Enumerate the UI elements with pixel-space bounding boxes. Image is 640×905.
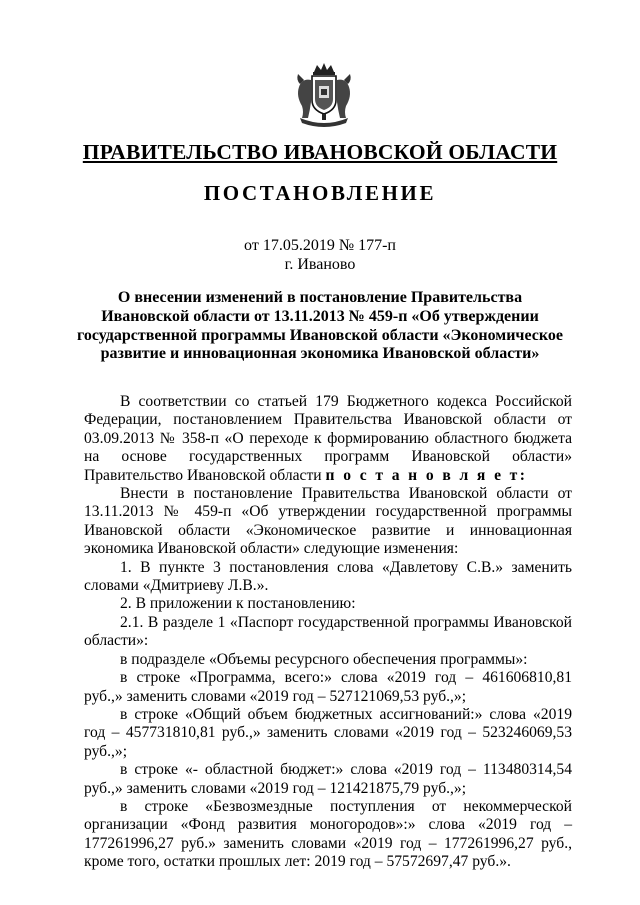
body-paragraph: в строке «Программа, всего:» слова «2019 год – 461606810,81 руб.,» заменить словами «2019 год – 527121069,53 руб.,»; (84, 669, 572, 705)
body-paragraph: в строке «- областной бюджет:» слова «2019 год – 113480314,54 руб.,» заменить словами «2019 год – 121421875,79 руб.,»; (84, 761, 572, 797)
document-subject (60, 289, 580, 364)
subject-line: О внесении изменений в постановление Правительства (117, 289, 523, 306)
body-paragraph: в строке «Общий объем бюджетных ассигнований:» слова «2019 год – 457731810,81 руб.,» заменить словами «2019 год – 523246069,53 руб.,»; (84, 705, 572, 760)
document-date-number: от 17.05.2019 № 177-п (244, 237, 396, 254)
preamble-text: В соответствии со статьей 179 Бюджетного кодекса Российской Федерации, постановлением Правительства Ивановской области от 03.09.2013 № 358-п «О переходе к формированию областного бюджета на основе государственных программ Ивановской области» Правительство Ивановской области (84, 393, 572, 484)
government-title: ПРАВИТЕЛЬСТВО ИВАНОВСКОЙ ОБЛАСТИ (82, 140, 558, 164)
resolves-keyword: п о с т а н о в л я е т: (325, 466, 528, 484)
body-paragraph: в подразделе «Объемы ресурсного обеспечения программы»: (120, 650, 528, 668)
body-paragraph: 1. В пункте 3 постановления слова «Давлетову С.В.» заменить словами «Дмитриеву Л.В.». (84, 558, 572, 595)
document-type-heading: ПОСТАНОВЛЕНИЕ (203, 181, 437, 205)
body-paragraph-preamble (84, 393, 572, 485)
body-paragraph: 2. В приложении к постановлению: (120, 595, 356, 613)
subject-line: развитие и инновационная экономика Ивановской области» (100, 345, 540, 363)
document-city: г. Иваново (284, 256, 356, 273)
coat-of-arms-emblem (292, 62, 356, 128)
subject-line: Ивановской области от 13.11.2013 № 459-п «Об утверждении (101, 307, 539, 325)
body-paragraph: Внести в постановление Правительства Ивановской области от 13.11.2013 № 459-п «Об утверждении государственной программы Ивановской области «Экономическое развитие и инновационная экономика Ивановской области» следующие изменения: (84, 485, 572, 558)
document-body (84, 393, 572, 872)
body-paragraph: 2.1. В разделе 1 «Паспорт государственной программы Ивановской области»: (84, 613, 572, 650)
subject-line: государственной программы Ивановской области «Экономическое (77, 326, 563, 344)
body-paragraph: в строке «Безвозмездные поступления от некоммерческой организации «Фонд развития моногородов»:» слова «2019 год – 177261996,27 руб.» заменить словами «2019 год – 177261996,27 руб., кроме того, остатки прошлых лет: 2019 год – 57572697,47 руб.». (84, 797, 572, 871)
